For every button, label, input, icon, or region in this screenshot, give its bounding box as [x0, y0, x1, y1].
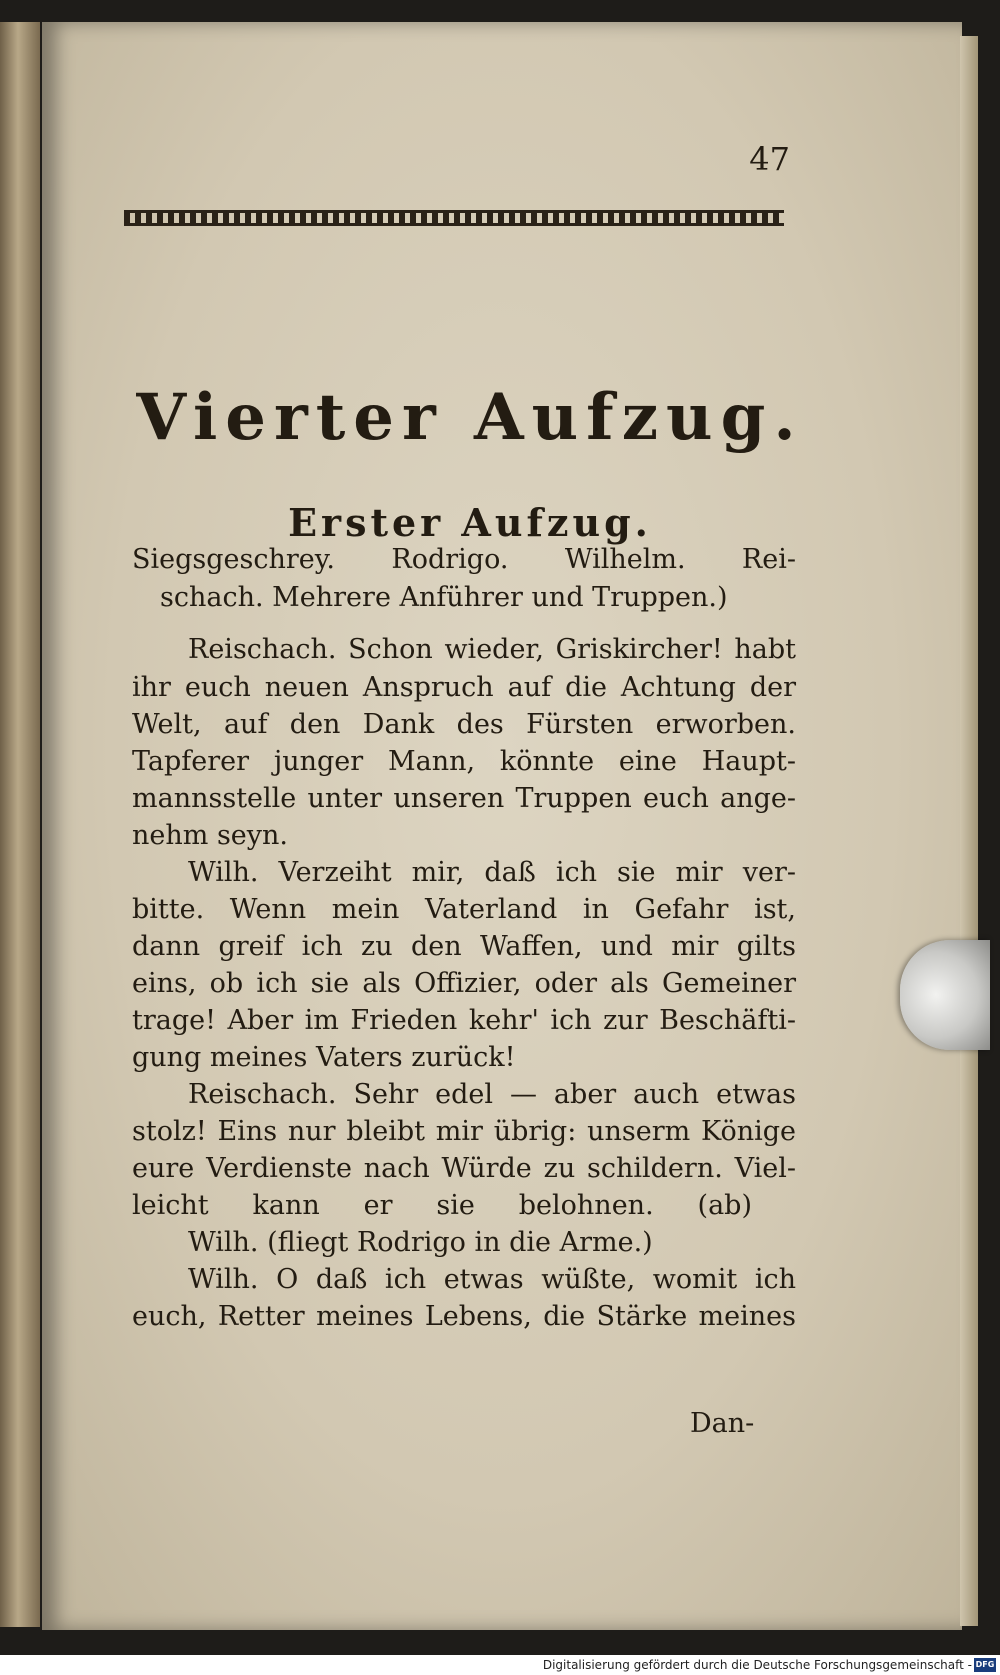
text-line: euch, Retter meines Lebens, die Stärke meines [132, 1301, 796, 1332]
text-line: Tapferer junger Mann, könnte eine Haupt- [132, 746, 796, 777]
page-clip [900, 940, 990, 1050]
dfg-logo: DFG [974, 1658, 996, 1672]
text-line: mannsstelle unter unseren Truppen euch ange- [132, 783, 796, 814]
text-line: eure Verdienste nach Würde zu schildern. Viel- [132, 1153, 796, 1184]
text-line: trage! Aber im Frieden kehr' ich zur Beschäfti- [132, 1005, 796, 1036]
text-line: dann greif ich zu den Waffen, und mir gilts [132, 931, 796, 962]
page-number: 47 [749, 140, 790, 178]
text-line: eins, ob ich sie als Offizier, oder als Gemeiner [132, 968, 796, 999]
text-line: nehm seyn. [132, 820, 289, 851]
ornamental-rule [124, 210, 784, 226]
text-line: Reischach. Schon wieder, Griskircher! habt [188, 634, 796, 665]
text-line: schach. Mehrere Anführer und Truppen.) [160, 582, 728, 613]
text-line: Reischach. Sehr edel — aber auch etwas [188, 1079, 796, 1110]
text-line: ihr euch neuen Anspruch auf die Achtung der [132, 672, 796, 703]
text-line: leicht kann er sie belohnen. (ab) [132, 1190, 752, 1221]
text-line: Wilh. (fliegt Rodrigo in die Arme.) [188, 1227, 653, 1258]
page-edge [960, 36, 978, 1626]
catchword: Dan- [690, 1408, 755, 1439]
text-line: Wilh. O daß ich etwas wüßte, womit ich [188, 1264, 796, 1295]
text-line: Siegsgeschrey. Rodrigo. Wilhelm. Rei- [132, 544, 796, 575]
left-page-edge [0, 22, 40, 1627]
text-line: Wilh. Verzeiht mir, daß ich sie mir ver- [188, 857, 796, 888]
act-title: Vierter Aufzug. [136, 380, 804, 455]
footer-credit: Digitalisierung gefördert durch die Deutsche Forschungsgemeinschaft - [542, 1658, 972, 1672]
text-line: gung meines Vaters zurück! [132, 1042, 516, 1073]
text-line: stolz! Eins nur bleibt mir übrig: unserm Könige [132, 1116, 796, 1147]
scene-title: Erster Aufzug. [288, 500, 652, 545]
text-line: bitte. Wenn mein Vaterland in Gefahr ist, [132, 894, 796, 925]
text-line: Welt, auf den Dank des Fürsten erworben. [132, 709, 796, 740]
